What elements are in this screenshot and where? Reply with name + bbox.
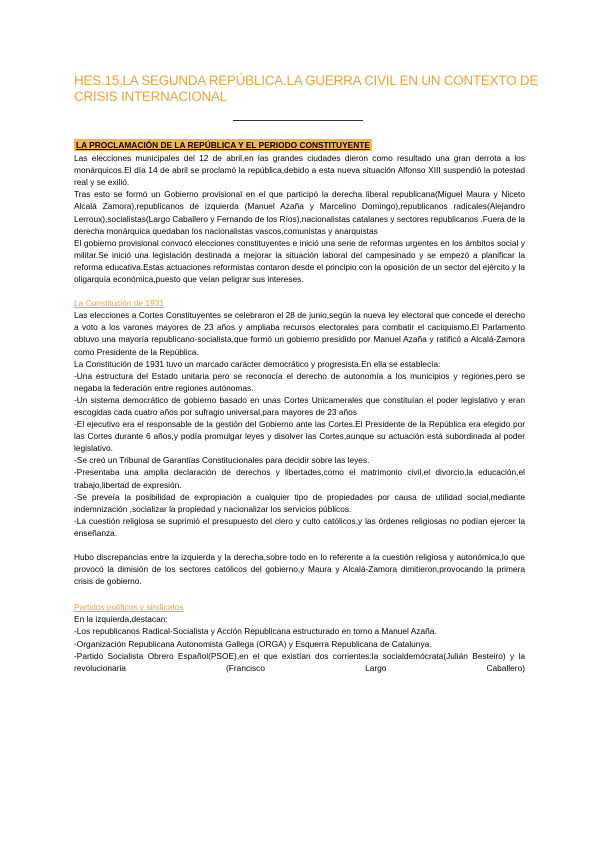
list-item: -Se preveía la posibilidad de expropiación a cualquier tipo de propiedades por causa de utilidad social,mediante indemnización ,socializar la propiedad y nacionalizar los servicios públicos. [74, 491, 525, 514]
paragraph: Las elecciones a Cortes Constituyentes se celebraron el 28 de junio,según la nueva ley electoral que concede el derecho a voto a los varones mayores de 23 años y ampliaba recursos electorales para combatir el caciquismo.El Parlamento obtuvo una mayoría republicano-socialista,que formó un gobierno presidido por Manuel Azaña y ratificó a Alcalá-Zamora como Presidente de la República. [74, 310, 525, 357]
paragraph: Las elecciones municipales del 12 de abril,en las grandes ciudades dieron como resultado una gran derrota a los monárquicos.El día 14 de abril se proclamó la república,debido a esta nueva situación Alfonso XIII suspendió la potestad real y se exilió. [74, 153, 525, 188]
list-item: -Se creó un Tribunal de Garantías Constitucionales para decidir sobre las leyes. [74, 455, 370, 466]
title-underline [233, 120, 363, 121]
paragraph: Hubo discrepancias entre la izquierda y la derecha,sobre todo en lo referente a la cuestión religiosa y autonómica,lo que provocó la dimisión de los sectores católicos del gobierno,y Maura y Alcalá-Zamora dimitieron,provocando la primera crisis de gobierno. [74, 552, 525, 587]
list-item: -Partido Socialista Obrero Español(PSOE),en el que existían dos corrientes:la socialdemócrata(Julián Besteiro) y la revolucionaria (Francisco Largo Caballero) [74, 650, 525, 673]
list-item: -El ejecutivo era el responsable de la gestión del Gobierno ante las Cortes.El Presidente de la República era elegido por las Cortes durante 6 años,y podía promulgar leyes y disolver las Cortes,aunque su actuación está subordinada al poder legislativo. [74, 419, 525, 454]
list-item: -Un sistema democrático de gobierno basado en unas Cortes Unicamerales que constituían el poder legislativo y eran escogidas cada cuatro años por sufragio universal,para mayores de 23 años [74, 394, 525, 417]
list-item: -La cuestión religiosa se suprimió el presupuesto del clero y culto católicos,y las órdenes religiosas no podían ejercer la enseñanza. [74, 515, 525, 538]
paragraph: El gobierno provisional convocó elecciones constituyentes e inició una serie de reformas urgentes en los ámbitos social y militar.Se inició una legislación destinada a mejorar la situación laboral del campesinado y se empezó a planificar la reforma educativa.Estas actuaciones reformistas contaron desde el principio con la oposición de un sector del ejército y la oligarquía económica,puesto que veían peligrar sus intereses. [74, 237, 525, 285]
list-item: -Los republicanos Radical-Socialista y Acción Republicana estructurado en torno a Manuel Azaña. [74, 626, 437, 637]
paragraph: La Constitución de 1931 tuvo un marcado carácter democrático y progresista.En ella se establecía: [74, 358, 441, 369]
list-item: -Organización Republicana Autonomista Gallega (ORGA) y Esquerra Republicana de Catalunya. [74, 638, 432, 649]
section-heading-partidos: Partidos políticos y sindicatos [74, 602, 184, 613]
list-item: -Una estructura del Estado unitaria pero se reconocía el derecho de autonomía a los municipios y regiones,pero se negaba la federación entre regiones autónomas. [74, 370, 525, 393]
document-body [74, 139, 525, 674]
section-heading-constitucion: La Constitución de 1931 [74, 298, 164, 309]
paragraph: En la izquierda,destacan: [74, 614, 168, 625]
section-heading-proclamacion: LA PROCLAMACIÓN DE LA REPÚBLICA Y EL PERIODO CONSTITUYENTE [76, 140, 370, 150]
paragraph: Tras esto se formó un Gobierno provisional en el que participó la derecha liberal republicana(Miguel Maura y Niceto Alcalá Zamora),republicanos de izquierda (Manuel Azaña y Marcelino Domingo),republicanos radicales(Alejandro Lerroux),socialistas(Largo Caballero y Fernando de los Ríos),nacionalistas catalanes y sectores republicanos .Fuera de la derecha monárquica quedaban los nacionalistas vascos,comunistas y anarquistas [74, 189, 525, 236]
list-item: -Presentaba una amplia declaración de derechos y libertades,como el matrimonio civil,el divorcio,la educación,el trabajo,libertad de expresión. [74, 467, 525, 490]
document-title: HES.15.LA SEGUNDA REPÚBLICA.LA GUERRA CIVIL EN UN CONTEXTO DE CRISIS INTERNACIONAL [74, 73, 539, 104]
